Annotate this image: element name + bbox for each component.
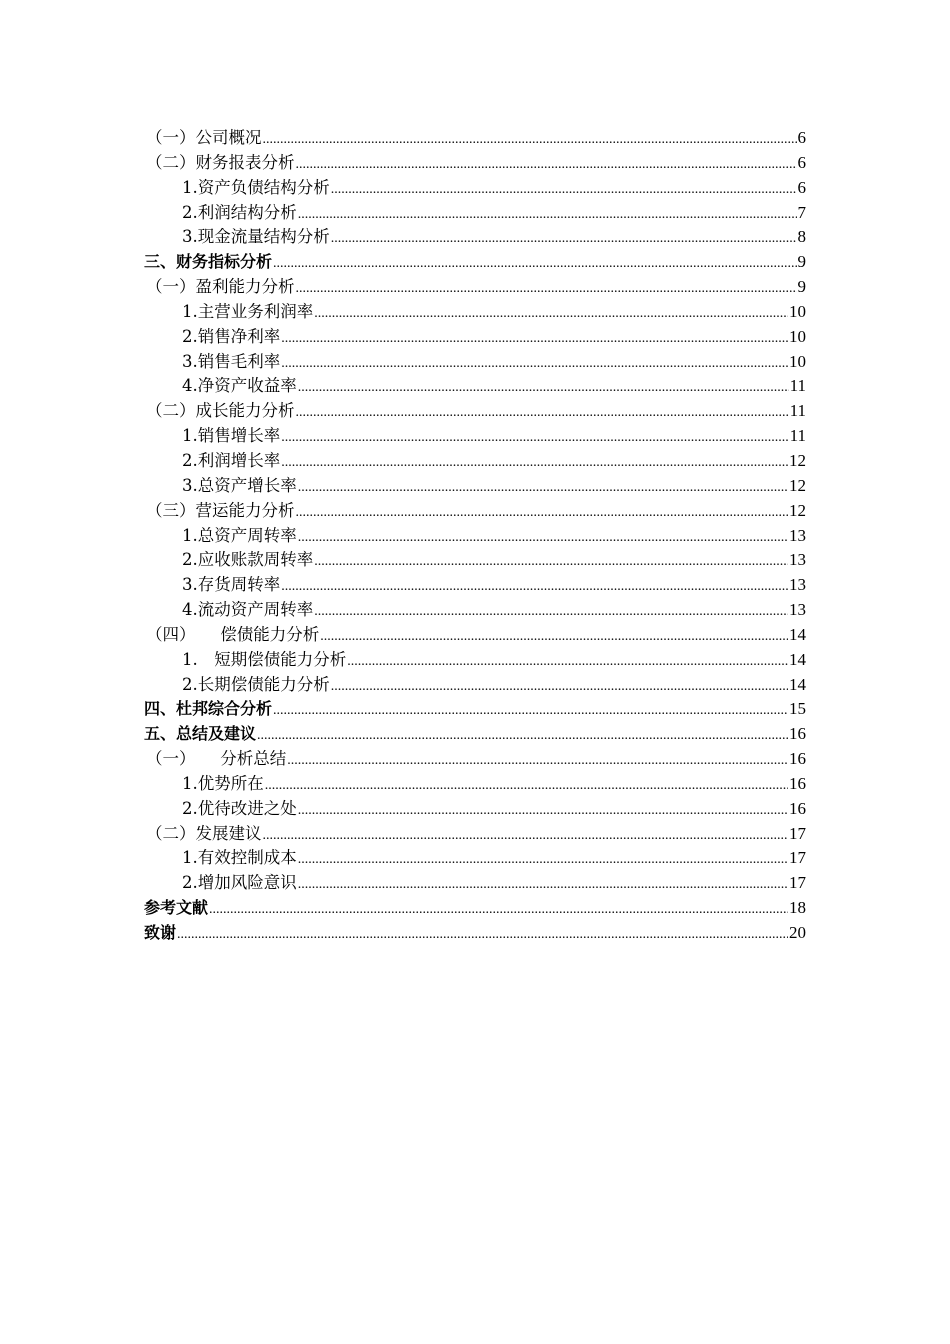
toc-entry-title: 4.净资产收益率 xyxy=(182,376,297,396)
toc-entry-title: （二）成长能力分析 xyxy=(146,401,295,421)
toc-leader-dots xyxy=(296,277,797,302)
toc-entry-page: 9 xyxy=(797,252,806,272)
toc-leader-dots xyxy=(320,625,788,650)
toc-entry-title: 3.销售毛利率 xyxy=(182,351,281,371)
toc-entry-title: 2.利润增长率 xyxy=(182,450,281,470)
toc-entry[interactable] xyxy=(144,573,806,598)
toc-entry-title: （二）财务报表分析 xyxy=(146,152,295,172)
toc-chapter-entry[interactable] xyxy=(144,697,806,722)
toc-entry-page: 15 xyxy=(789,699,806,719)
toc-entry-title: 3.现金流量结构分析 xyxy=(182,227,330,247)
toc-entry-page: 20 xyxy=(789,923,806,942)
toc-leader-dots xyxy=(273,252,796,277)
toc-entry-title: 2.长期偿债能力分析 xyxy=(182,674,330,694)
toc-entry-title: 2.销售净利率 xyxy=(182,326,281,346)
toc-entry[interactable] xyxy=(144,747,806,772)
toc-entry-title: 1.销售增长率 xyxy=(182,426,281,446)
toc-entry-page: 9 xyxy=(797,277,806,297)
toc-leader-dots xyxy=(331,675,788,700)
toc-entry-page: 16 xyxy=(789,749,806,769)
toc-entry-page: 6 xyxy=(797,152,806,172)
toc-entry-page: 12 xyxy=(789,475,806,495)
toc-entry-page: 12 xyxy=(789,500,806,520)
toc-leader-dots xyxy=(296,401,789,426)
toc-entry-title: （一）公司概况 xyxy=(146,128,262,147)
toc-entry-page: 16 xyxy=(789,773,806,793)
toc-entry[interactable] xyxy=(144,176,806,201)
toc-entry-page: 11 xyxy=(789,376,806,396)
toc-leader-dots xyxy=(314,600,788,625)
toc-leader-dots xyxy=(263,824,789,849)
toc-entry[interactable] xyxy=(144,524,806,549)
toc-entry[interactable] xyxy=(144,598,806,623)
toc-entry[interactable] xyxy=(144,648,806,673)
toc-entry-page: 17 xyxy=(789,873,806,893)
toc-leader-dots xyxy=(263,128,797,153)
toc-entry-title: 3.总资产增长率 xyxy=(182,475,297,495)
toc-entry-title: （一）盈利能力分析 xyxy=(146,277,295,297)
toc-leader-dots xyxy=(281,426,788,451)
toc-entry[interactable] xyxy=(144,871,806,896)
toc-entry-title: （四） 偿债能力分析 xyxy=(146,624,320,644)
toc-leader-dots xyxy=(331,178,797,203)
toc-leader-dots xyxy=(314,550,788,575)
toc-chapter-entry[interactable] xyxy=(144,250,806,275)
toc-leader-dots xyxy=(177,923,788,948)
toc-entry-page: 13 xyxy=(789,600,806,620)
toc-entry-title: （三）营运能力分析 xyxy=(146,500,295,520)
toc-entry-page: 13 xyxy=(789,525,806,545)
toc-leader-dots xyxy=(298,203,797,228)
toc-entry-title: 致谢 xyxy=(144,923,177,942)
toc-entry-title: （二）发展建议 xyxy=(146,823,262,843)
toc-entry-title: 1. 短期偿债能力分析 xyxy=(182,649,347,669)
toc-chapter-entry[interactable] xyxy=(144,722,806,747)
toc-entry[interactable] xyxy=(144,822,806,847)
toc-leader-dots xyxy=(296,501,789,526)
toc-entry-page: 14 xyxy=(789,674,806,694)
toc-entry-title: 四、杜邦综合分析 xyxy=(144,699,273,719)
toc-entry-title: 参考文献 xyxy=(144,898,209,918)
toc-entry-title: 1.主营业务利润率 xyxy=(182,301,314,321)
toc-leader-dots xyxy=(209,898,788,923)
toc-entry[interactable] xyxy=(144,772,806,797)
toc-leader-dots xyxy=(298,848,788,873)
toc-leader-dots xyxy=(347,650,788,675)
toc-entry-title: 2.利润结构分析 xyxy=(182,202,297,222)
toc-entry[interactable] xyxy=(144,151,806,176)
toc-leader-dots xyxy=(257,724,788,749)
toc-entry-title: 1.总资产周转率 xyxy=(182,525,297,545)
toc-leader-dots xyxy=(331,227,797,252)
toc-entry-page: 7 xyxy=(797,202,806,222)
toc-leader-dots xyxy=(298,476,788,501)
toc-entry[interactable] xyxy=(144,499,806,524)
toc-entry[interactable] xyxy=(144,548,806,573)
toc-entry-page: 14 xyxy=(789,624,806,644)
toc-entry-page: 11 xyxy=(789,401,806,421)
toc-entry-page: 10 xyxy=(789,326,806,346)
toc-entry-page: 16 xyxy=(789,798,806,818)
toc-entry[interactable] xyxy=(144,623,806,648)
toc-leader-dots xyxy=(296,153,797,178)
toc-entry-page: 10 xyxy=(789,351,806,371)
toc-entry-page: 17 xyxy=(789,823,806,843)
toc-leader-dots xyxy=(281,451,788,476)
table-of-contents xyxy=(144,126,806,946)
toc-leader-dots xyxy=(281,575,788,600)
toc-chapter-entry[interactable] xyxy=(144,896,806,921)
toc-leader-dots xyxy=(287,749,788,774)
toc-entry-title: 2.应收账款周转率 xyxy=(182,550,314,570)
toc-entry-title: 1.资产负债结构分析 xyxy=(182,177,330,197)
toc-entry-title: 2.优待改进之处 xyxy=(182,798,297,818)
toc-leader-dots xyxy=(281,352,788,377)
toc-leader-dots xyxy=(298,799,788,824)
toc-entry-page: 13 xyxy=(789,550,806,570)
toc-entry[interactable] xyxy=(144,126,806,151)
toc-entry-title: 2.增加风险意识 xyxy=(182,873,297,893)
toc-entry-page: 13 xyxy=(789,575,806,595)
toc-entry-page: 10 xyxy=(789,301,806,321)
toc-leader-dots xyxy=(314,302,788,327)
toc-entry-page: 12 xyxy=(789,450,806,470)
toc-entry[interactable] xyxy=(144,225,806,250)
toc-entry[interactable] xyxy=(144,424,806,449)
toc-entry-title: 1.优势所在 xyxy=(182,773,264,793)
toc-entry[interactable] xyxy=(144,201,806,226)
toc-leader-dots xyxy=(273,699,788,724)
toc-entry-page: 16 xyxy=(789,724,806,744)
toc-entry-title: 三、财务指标分析 xyxy=(144,252,273,272)
toc-entry[interactable] xyxy=(144,399,806,424)
toc-entry[interactable] xyxy=(144,474,806,499)
toc-entry-title: 五、总结及建议 xyxy=(144,724,257,744)
toc-entry[interactable] xyxy=(144,300,806,325)
toc-entry-title: 1.有效控制成本 xyxy=(182,848,297,868)
toc-entry-title: （一） 分析总结 xyxy=(146,749,287,769)
toc-entry[interactable] xyxy=(144,325,806,350)
toc-entry-title: 3.存货周转率 xyxy=(182,575,281,595)
toc-entry-page: 18 xyxy=(789,898,806,918)
toc-entry-title: 4.流动资产周转率 xyxy=(182,600,314,620)
toc-leader-dots xyxy=(281,327,788,352)
toc-entry-page: 11 xyxy=(789,426,806,446)
toc-entry[interactable] xyxy=(144,797,806,822)
toc-entry-page: 8 xyxy=(797,227,806,247)
toc-entry[interactable] xyxy=(144,846,806,871)
toc-chapter-entry[interactable] xyxy=(144,921,806,946)
toc-entry[interactable] xyxy=(144,350,806,375)
toc-entry[interactable] xyxy=(144,673,806,698)
toc-entry-page: 6 xyxy=(797,128,806,147)
toc-entry-page: 6 xyxy=(797,177,806,197)
toc-entry-page: 17 xyxy=(789,848,806,868)
toc-leader-dots xyxy=(298,526,788,551)
toc-leader-dots xyxy=(298,873,788,898)
toc-leader-dots xyxy=(265,774,788,799)
toc-entry[interactable] xyxy=(144,275,806,300)
toc-entry[interactable] xyxy=(144,449,806,474)
toc-entry-page: 14 xyxy=(789,649,806,669)
toc-leader-dots xyxy=(298,376,789,401)
toc-entry[interactable] xyxy=(144,374,806,399)
